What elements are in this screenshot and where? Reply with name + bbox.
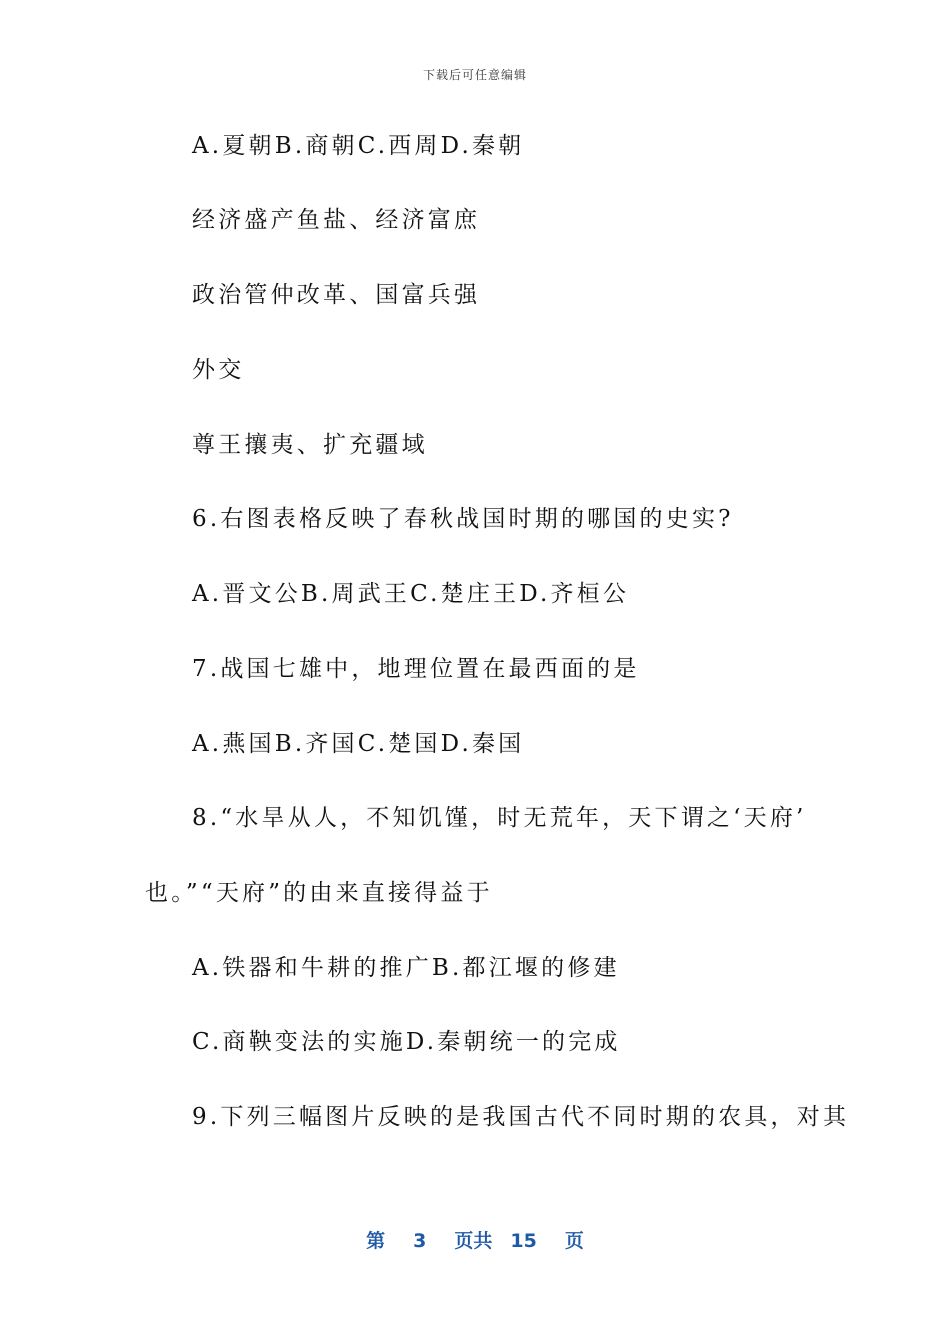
page-header-note: 下载后可任意编辑 <box>422 68 527 82</box>
table-row-politics: 政治管仲改革、国富兵强 <box>192 282 481 308</box>
question-7: 7.战国七雄中，地理位置在最西面的是 <box>192 656 640 682</box>
table-row-expansion: 尊王攘夷、扩充疆域 <box>192 432 428 458</box>
question-7-options: A.燕国B.齐国C.楚国D.秦国 <box>192 731 525 757</box>
question-8-options-cd: C.商鞅变法的实施D.秦朝统一的完成 <box>192 1029 621 1055</box>
answer-options-line: A.夏朝B.商朝C.西周D.秦朝 <box>192 133 525 159</box>
question-8: 8.“水旱从人，不知饥馑，时无荒年，天下谓之‘天府’ <box>192 805 807 831</box>
question-8-continued: 也。”“天府”的由来直接得益于 <box>145 880 493 906</box>
table-row-diplomacy: 外交 <box>192 357 245 383</box>
footer-page-prefix: 第 <box>366 1230 386 1252</box>
question-6-options: A.晋文公B.周武王C.楚庄王D.齐桓公 <box>192 581 630 607</box>
footer-total-pages: 15 <box>510 1230 537 1252</box>
question-9: 9.下列三幅图片反映的是我国古代不同时期的农具，对其 <box>192 1104 850 1130</box>
question-8-options-ab: A.铁器和牛耕的推广B.都江堰的修建 <box>192 955 620 981</box>
table-row-economy: 经济盛产鱼盐、经济富庶 <box>192 207 481 233</box>
page-footer <box>0 1226 950 1253</box>
footer-page-suffix: 页 <box>564 1230 584 1252</box>
question-6: 6.右图表格反映了春秋战国时期的哪国的史实? <box>192 506 734 532</box>
footer-page-mid: 页共 <box>454 1230 493 1252</box>
footer-page-number: 3 <box>413 1230 427 1252</box>
